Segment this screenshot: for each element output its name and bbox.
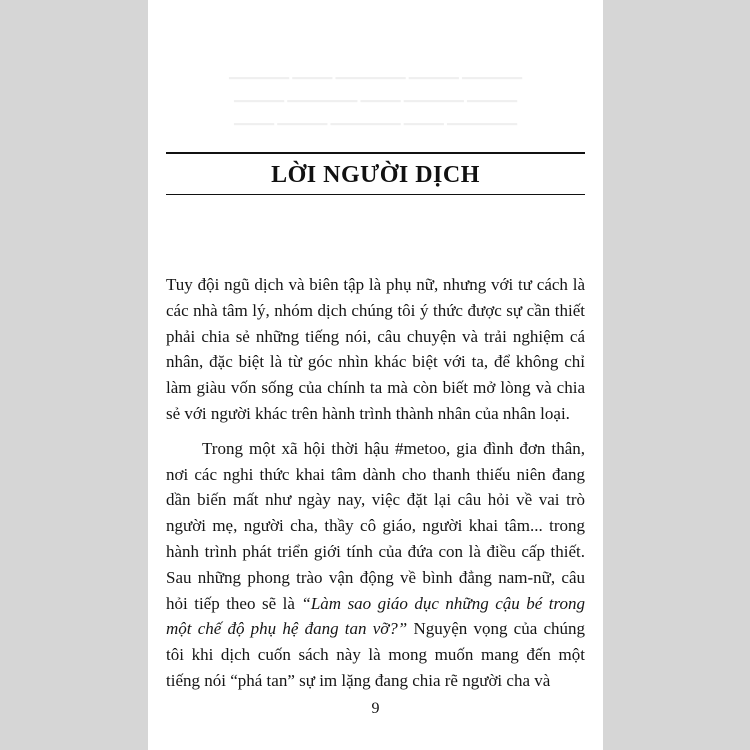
heading-bottom-rule: [166, 194, 585, 195]
paragraph-1: Tuy đội ngũ dịch và biên tập là phụ nữ, nhưng với tư cách là các nhà tâm lý, nhóm dịch chúng tôi ý thức được sự cần thiết phải chia sẻ những tiếng nói, câu chuyện và trải nghiệm cá nhân, đặc biệt là từ góc nhìn khác biệt với ta, để không chỉ làm giàu vốn sống của chính ta mà còn biết mở lòng và chia sẻ với người khác trên hành trình thành nhân của nhân loại.: [166, 275, 585, 423]
book-page: [148, 0, 603, 750]
bleed-through-text: ▁▁▁▁▁▁ ▁▁▁▁ ▁▁▁▁▁▁▁ ▁▁▁▁▁ ▁▁▁▁▁▁ ▁▁▁▁▁ ▁▁▁▁▁▁▁ ▁▁▁▁ ▁▁▁▁▁▁ ▁▁▁▁▁ ▁▁▁▁ ▁▁▁▁▁ ▁▁▁▁▁▁▁ ▁▁▁▁ ▁▁▁▁▁▁▁: [229, 64, 522, 125]
paragraph-2: [166, 436, 585, 694]
paragraph-2-text-a: Trong một xã hội thời hậu #metoo, gia đình đơn thân, nơi các nghi thức khai tâm dành cho thanh thiếu niên đang dần biến mất như ngày nay, việc đặt lại câu hỏi về vai trò người mẹ, người cha, thầy cô giáo, người khai tâm... trong hành trình phát triển giới tính của đứa con là điều cấp thiết. Sau những phong trào vận động về bình đẳng nam-nữ, câu hỏi tiếp theo sẽ là: [166, 438, 585, 613]
page-number: 9: [371, 700, 380, 717]
paragraph-2-italic-question: “Làm sao giáo dục những cậu bé trong một chế độ phụ hệ đang tan vỡ?”: [166, 593, 585, 639]
paragraph-2-text-b: Nguyện vọng của chúng tôi khi dịch cuốn sách này là mong muốn mang đến một tiếng nói “phá tan” sự im lặng đang chia rẽ người cha và: [166, 619, 585, 690]
body-text: [166, 272, 585, 694]
chapter-heading: LỜI NGƯỜI DỊCH: [271, 162, 480, 188]
heading-top-rule: [166, 152, 585, 154]
